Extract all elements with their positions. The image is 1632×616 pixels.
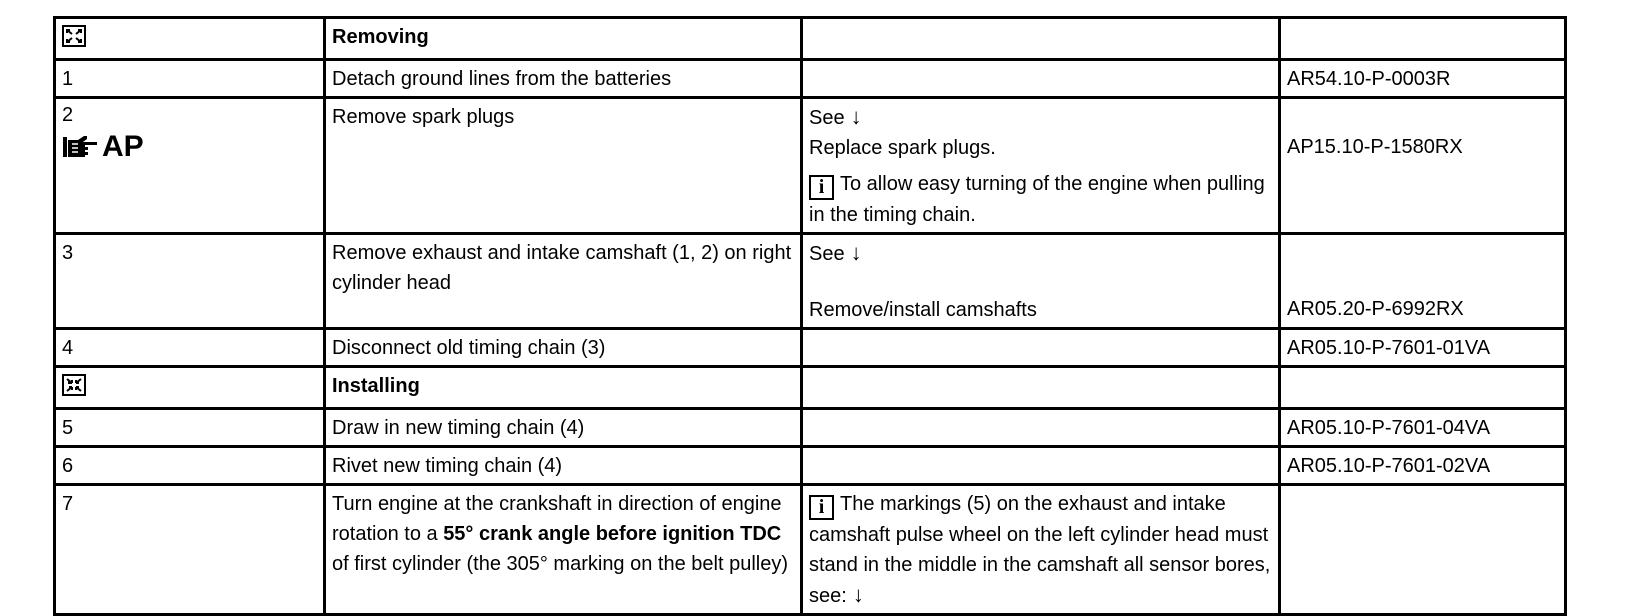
reference-link[interactable]: AR05.10-P-7601-04VA (1280, 409, 1566, 447)
section-title: Removing (325, 18, 802, 60)
see-label: See (809, 243, 845, 265)
down-arrow-icon[interactable]: ↓ (852, 582, 864, 607)
empty-cell (802, 367, 1280, 409)
table-row (55, 234, 1566, 329)
cell-icon (55, 367, 325, 409)
reference-link[interactable]: AR05.10-P-7601-02VA (1280, 447, 1566, 485)
table-row (55, 60, 1566, 98)
step-number: 3 (55, 234, 325, 329)
section-header-removing (55, 18, 1566, 60)
procedure-table (53, 16, 1567, 616)
step-number: 2 (62, 104, 74, 126)
down-arrow-icon[interactable]: ↓ (850, 104, 862, 129)
ap-marker (62, 130, 317, 164)
empty-cell (802, 18, 1280, 60)
step-text: Detach ground lines from the batteries (325, 60, 802, 98)
table-row (55, 98, 1566, 234)
see-label: See (809, 107, 845, 129)
table-row (55, 485, 1566, 615)
table-row (55, 329, 1566, 367)
empty-cell (802, 60, 1280, 98)
step-number: 5 (55, 409, 325, 447)
table-row (55, 409, 1566, 447)
pointing-hand-icon (62, 134, 100, 160)
step-number: 4 (55, 329, 325, 367)
reference-cell (1280, 234, 1566, 329)
info-icon: i (809, 495, 834, 520)
section-title: Installing (325, 367, 802, 409)
note-line: Remove/install camshafts (809, 299, 1037, 321)
reference-link[interactable]: AP15.10-P-1580RX (1287, 136, 1463, 158)
step-number: 7 (55, 485, 325, 615)
reference-cell (1280, 98, 1566, 234)
zoom-in-frame-icon (62, 374, 86, 396)
down-arrow-icon[interactable]: ↓ (850, 240, 862, 265)
step-text-cell (325, 485, 802, 615)
empty-cell (1280, 18, 1566, 60)
step-text: Rivet new timing chain (4) (325, 447, 802, 485)
note-cell (802, 234, 1280, 329)
empty-cell (1280, 367, 1566, 409)
info-text: The markings (5) on the exhaust and intake camshaft pulse wheel on the left cylinder head must stand in the middle in the camshaft all sensor bores, see: (809, 493, 1271, 607)
step-number: 6 (55, 447, 325, 485)
reference-link[interactable]: AR05.10-P-7601-01VA (1280, 329, 1566, 367)
step-number-cell (55, 98, 325, 234)
step-text: Disconnect old timing chain (3) (325, 329, 802, 367)
note-cell (802, 485, 1280, 615)
empty-cell (802, 329, 1280, 367)
step-emphasis: 55° crank angle before ignition TDC (443, 523, 782, 545)
info-note (809, 169, 1272, 230)
step-text: Remove exhaust and intake camshaft (1, 2) on right cylinder head (325, 234, 802, 329)
empty-cell (1280, 485, 1566, 615)
step-text: Turn engine at the crankshaft in direction of engine rotation to a (332, 493, 782, 545)
reference-link[interactable]: AR05.20-P-6992RX (1287, 298, 1464, 320)
step-text: Draw in new timing chain (4) (325, 409, 802, 447)
section-header-installing (55, 367, 1566, 409)
ap-label: AP (102, 130, 144, 163)
note-cell (802, 98, 1280, 234)
step-text: of first cylinder (the 305° marking on the belt pulley) (332, 553, 788, 575)
step-text: Remove spark plugs (325, 98, 802, 234)
empty-cell (802, 447, 1280, 485)
info-icon: i (809, 175, 834, 200)
reference-link[interactable]: AR54.10-P-0003R (1280, 60, 1566, 98)
step-number: 1 (55, 60, 325, 98)
cell-icon (55, 18, 325, 60)
empty-cell (802, 409, 1280, 447)
info-text: To allow easy turning of the engine when pulling in the timing chain. (809, 173, 1265, 226)
zoom-out-frame-icon (62, 25, 86, 47)
note-line: Replace spark plugs. (809, 137, 996, 159)
table-row (55, 447, 1566, 485)
